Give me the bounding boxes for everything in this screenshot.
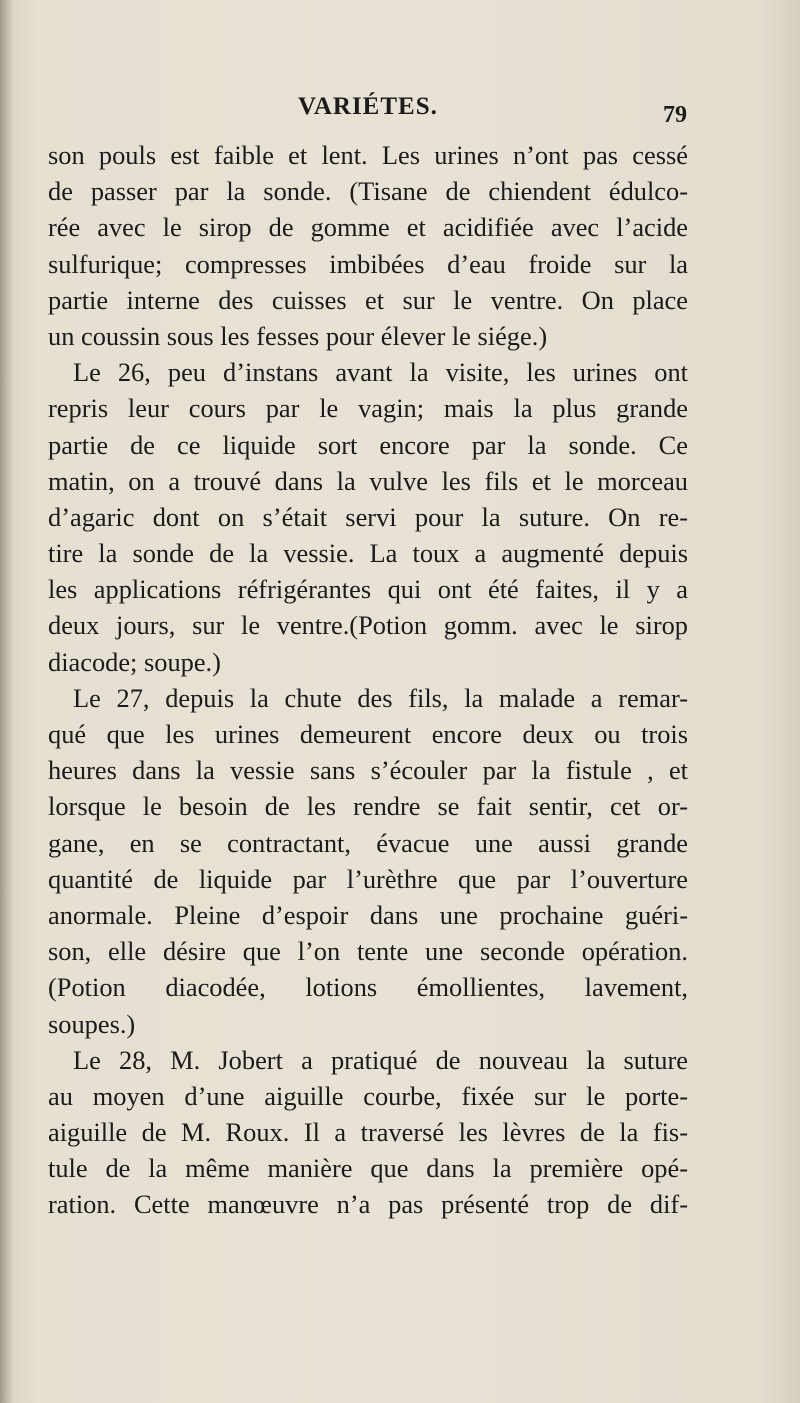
spine-shadow <box>0 0 14 1403</box>
text-line: gane, en se contractant, évacue une aussi grande <box>48 827 688 858</box>
text-line: son, elle désire que l’on tente une seconde opération. <box>48 936 688 967</box>
text-line: un coussin sous les fesses pour élever le siége.) <box>48 320 548 351</box>
text-line: heures dans la vessie sans s’écouler par la fistule , et <box>48 755 688 786</box>
text-line: Le 28, M. Jobert a pratiqué de nouveau la suture <box>73 1044 688 1075</box>
text-line: (Potion diacodée, lotions émollientes, lavement, <box>48 972 688 1003</box>
text-line: tule de la même manière que dans la première opé- <box>48 1153 688 1184</box>
text-line: lorsque le besoin de les rendre se fait sentir, cet or- <box>48 791 688 822</box>
text-line: partie de ce liquide sort encore par la sonde. Ce <box>48 429 688 460</box>
running-head <box>48 93 690 133</box>
running-title: VARIÉTES. <box>298 93 438 120</box>
text-line: aiguille de M. Roux. Il a traversé les lèvres de la fis- <box>48 1117 688 1148</box>
page-number: 79 <box>663 102 687 128</box>
text-line: son pouls est faible et lent. Les urines n’ont pas cessé <box>48 140 688 170</box>
text-line: sulfurique; compresses imbibées d’eau froide sur la <box>48 248 688 279</box>
text-line: Le 27, depuis la chute des fils, la malade a remar- <box>73 682 688 713</box>
text-line: repris leur cours par le vagin; mais la plus grande <box>48 393 688 424</box>
text-line: diacode; soupe.) <box>48 646 221 677</box>
text-line: deux jours, sur le ventre.(Potion gomm. avec le sirop <box>48 610 688 641</box>
text-line: quantité de liquide par l’urèthre que par l’ouverture <box>48 863 688 894</box>
text-line: soupes.) <box>48 1008 136 1039</box>
text-line: partie interne des cuisses et sur le ventre. On place <box>48 284 688 315</box>
body-text <box>48 137 688 1223</box>
text-line: d’agaric dont on s’était servi pour la suture. On re- <box>48 501 688 532</box>
text-line: les applications réfrigérantes qui ont été faites, il y a <box>48 574 688 605</box>
text-line: tire la sonde de la vessie. La toux a augmenté depuis <box>48 538 688 569</box>
text-line: de passer par la sonde. (Tisane de chiendent édulco- <box>48 176 688 207</box>
text-line: Le 26, peu d’instans avant la visite, les urines ont <box>73 357 688 388</box>
text-line: qué que les urines demeurent encore deux ou trois <box>48 719 688 749</box>
text-line: au moyen d’une aiguille courbe, fixée sur le porte- <box>48 1080 688 1111</box>
text-line: ration. Cette manœuvre n’a pas présenté trop de dif- <box>48 1189 688 1220</box>
text-line: rée avec le sirop de gomme et acidifiée avec l’acide <box>48 212 688 243</box>
text-line: matin, on a trouvé dans la vulve les fils et le morceau <box>48 465 688 496</box>
text-line: anormale. Pleine d’espoir dans une prochaine guéri- <box>48 899 688 930</box>
